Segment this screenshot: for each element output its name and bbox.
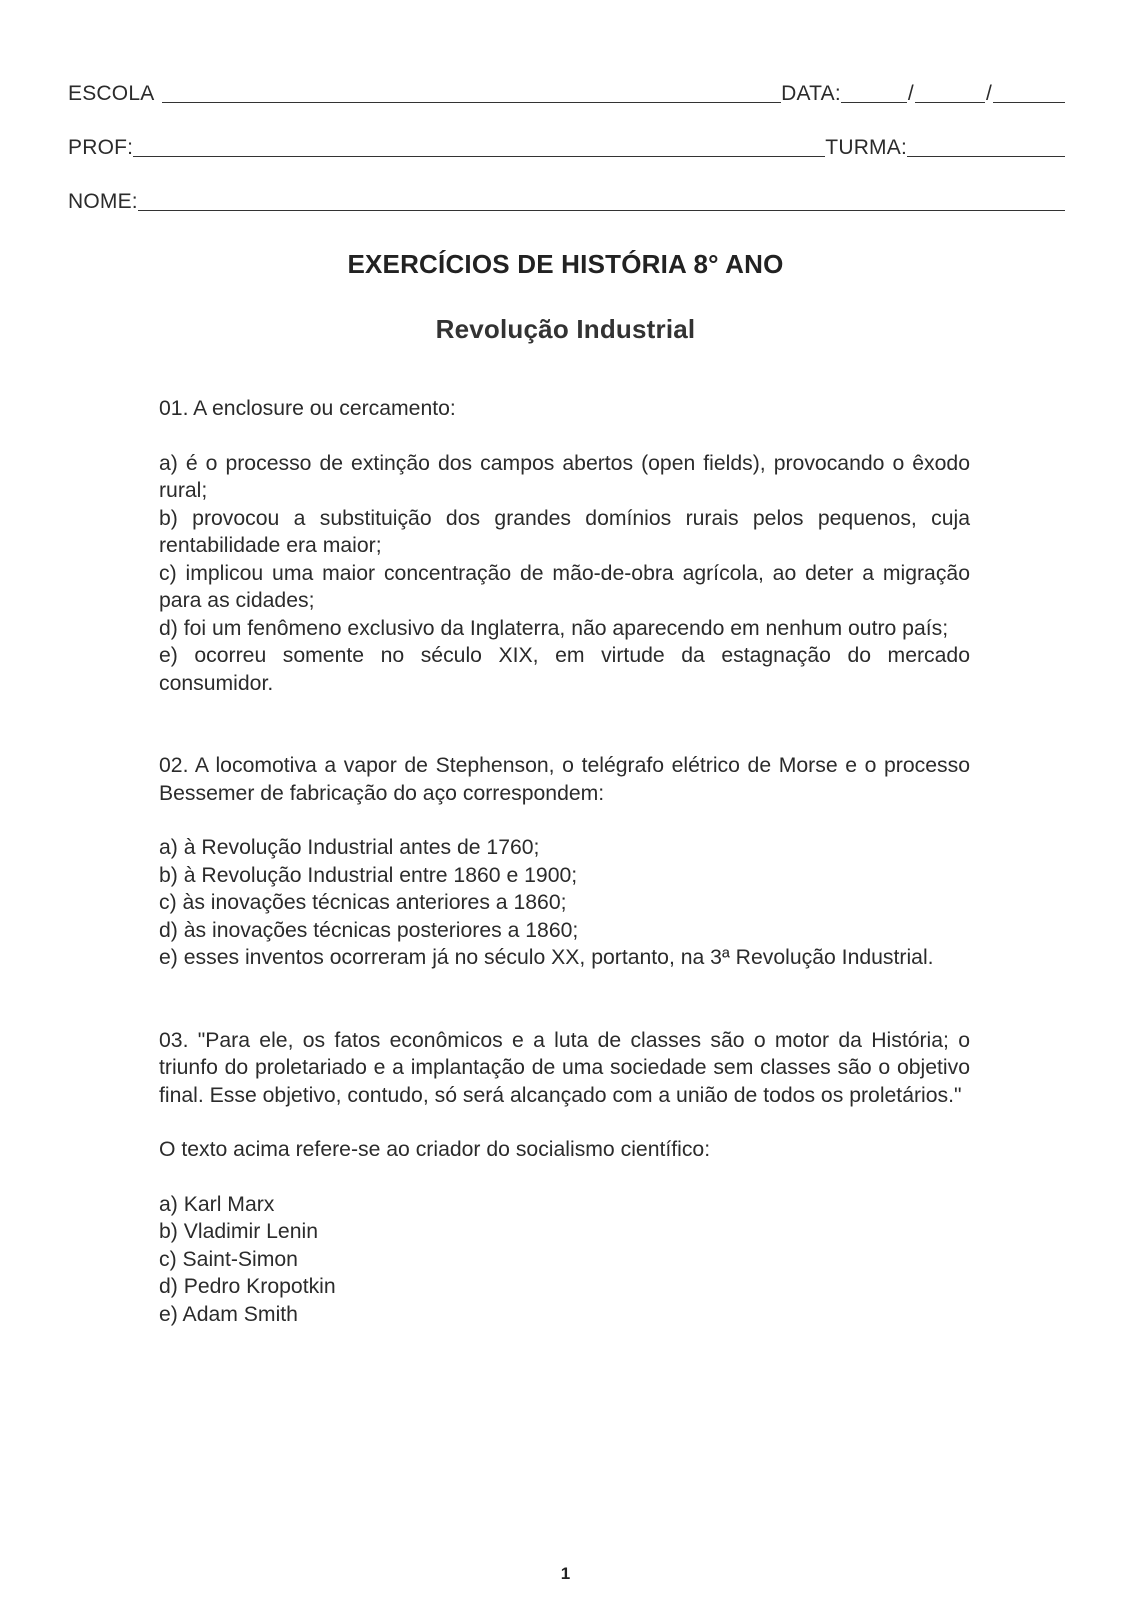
nome-label: NOME: [68,190,138,213]
turma-label: TURMA: [825,136,907,159]
turma-field[interactable] [907,156,1065,157]
nome-field[interactable] [138,210,1065,211]
data-label: DATA: [781,82,841,105]
question-1-option-b: b) provocou a substituição dos grandes domínios rurais pelos pequenos, cuja rentabilidade era maior; [159,506,970,557]
question-1 [159,395,970,697]
page-title: EXERCÍCIOS DE HISTÓRIA 8° ANO [347,249,784,279]
question-3-option-a: a) Karl Marx [159,1192,275,1216]
question-2-option-b: b) à Revolução Industrial entre 1860 e 1900; [159,863,578,887]
questions-body [159,395,970,1328]
prof-field[interactable] [133,156,825,157]
header-row-prof [68,131,1065,161]
question-2-option-c: c) às inovações técnicas anteriores a 1860; [159,891,567,914]
header-row-nome [68,185,1065,215]
question-2-option-a: a) à Revolução Industrial antes de 1760; [159,836,540,859]
question-2 [159,752,970,972]
date-year-field[interactable] [993,102,1065,103]
date-separator-1: / [907,82,914,105]
question-2-option-e: e) esses inventos ocorreram já no século XX, portanto, na 3ª Revolução Industrial. [159,946,934,969]
question-1-stem: 01. A enclosure ou cercamento: [159,397,456,420]
question-3-stem: O texto acima refere-se ao criador do socialismo científico: [159,1138,711,1161]
question-3-option-b: b) Vladimir Lenin [159,1220,318,1243]
question-1-option-d: d) foi um fenômeno exclusivo da Inglaterra, não aparecendo em nenhum outro país; [159,616,949,640]
date-separator-2: / [985,82,992,105]
date-day-field[interactable] [841,102,907,103]
page-subtitle: Revolução Industrial [435,314,696,344]
question-2-option-d: d) às inovações técnicas posteriores a 1860; [159,918,579,942]
header-row-escola [68,77,1065,107]
question-1-option-e: e) ocorreu somente no século XIX, em virtude da estagnação do mercado consumidor. [159,644,970,695]
escola-label: ESCOLA [68,82,155,105]
question-3-option-c: c) Saint-Simon [159,1247,298,1271]
date-month-field[interactable] [915,102,985,103]
question-3-quote: 03. "Para ele, os fatos econômicos e a luta de classes são o motor da História; o triunfo do proletariado e a implantação de uma sociedade sem classes são o objetivo final. Esse objetivo, contudo, só será alcançado com a união de todos os proletários." [159,1028,970,1107]
question-1-option-a: a) é o processo de extinção dos campos abertos (open fields), provocando o êxodo rural; [159,451,970,502]
question-1-option-c: c) implicou uma maior concentração de mão-de-obra agrícola, ao deter a migração para as cidades; [159,561,970,612]
escola-field[interactable] [162,102,781,103]
question-3-option-e: e) Adam Smith [159,1302,298,1326]
prof-label: PROF: [68,136,134,159]
question-3-option-d: d) Pedro Kropotkin [159,1275,336,1298]
question-2-stem: 02. A locomotiva a vapor de Stephenson, o telégrafo elétrico de Morse e o processo Bessemer de fabricação do aço correspondem: [159,754,970,805]
question-3 [159,1027,970,1329]
page-number: 1 [560,1564,571,1583]
